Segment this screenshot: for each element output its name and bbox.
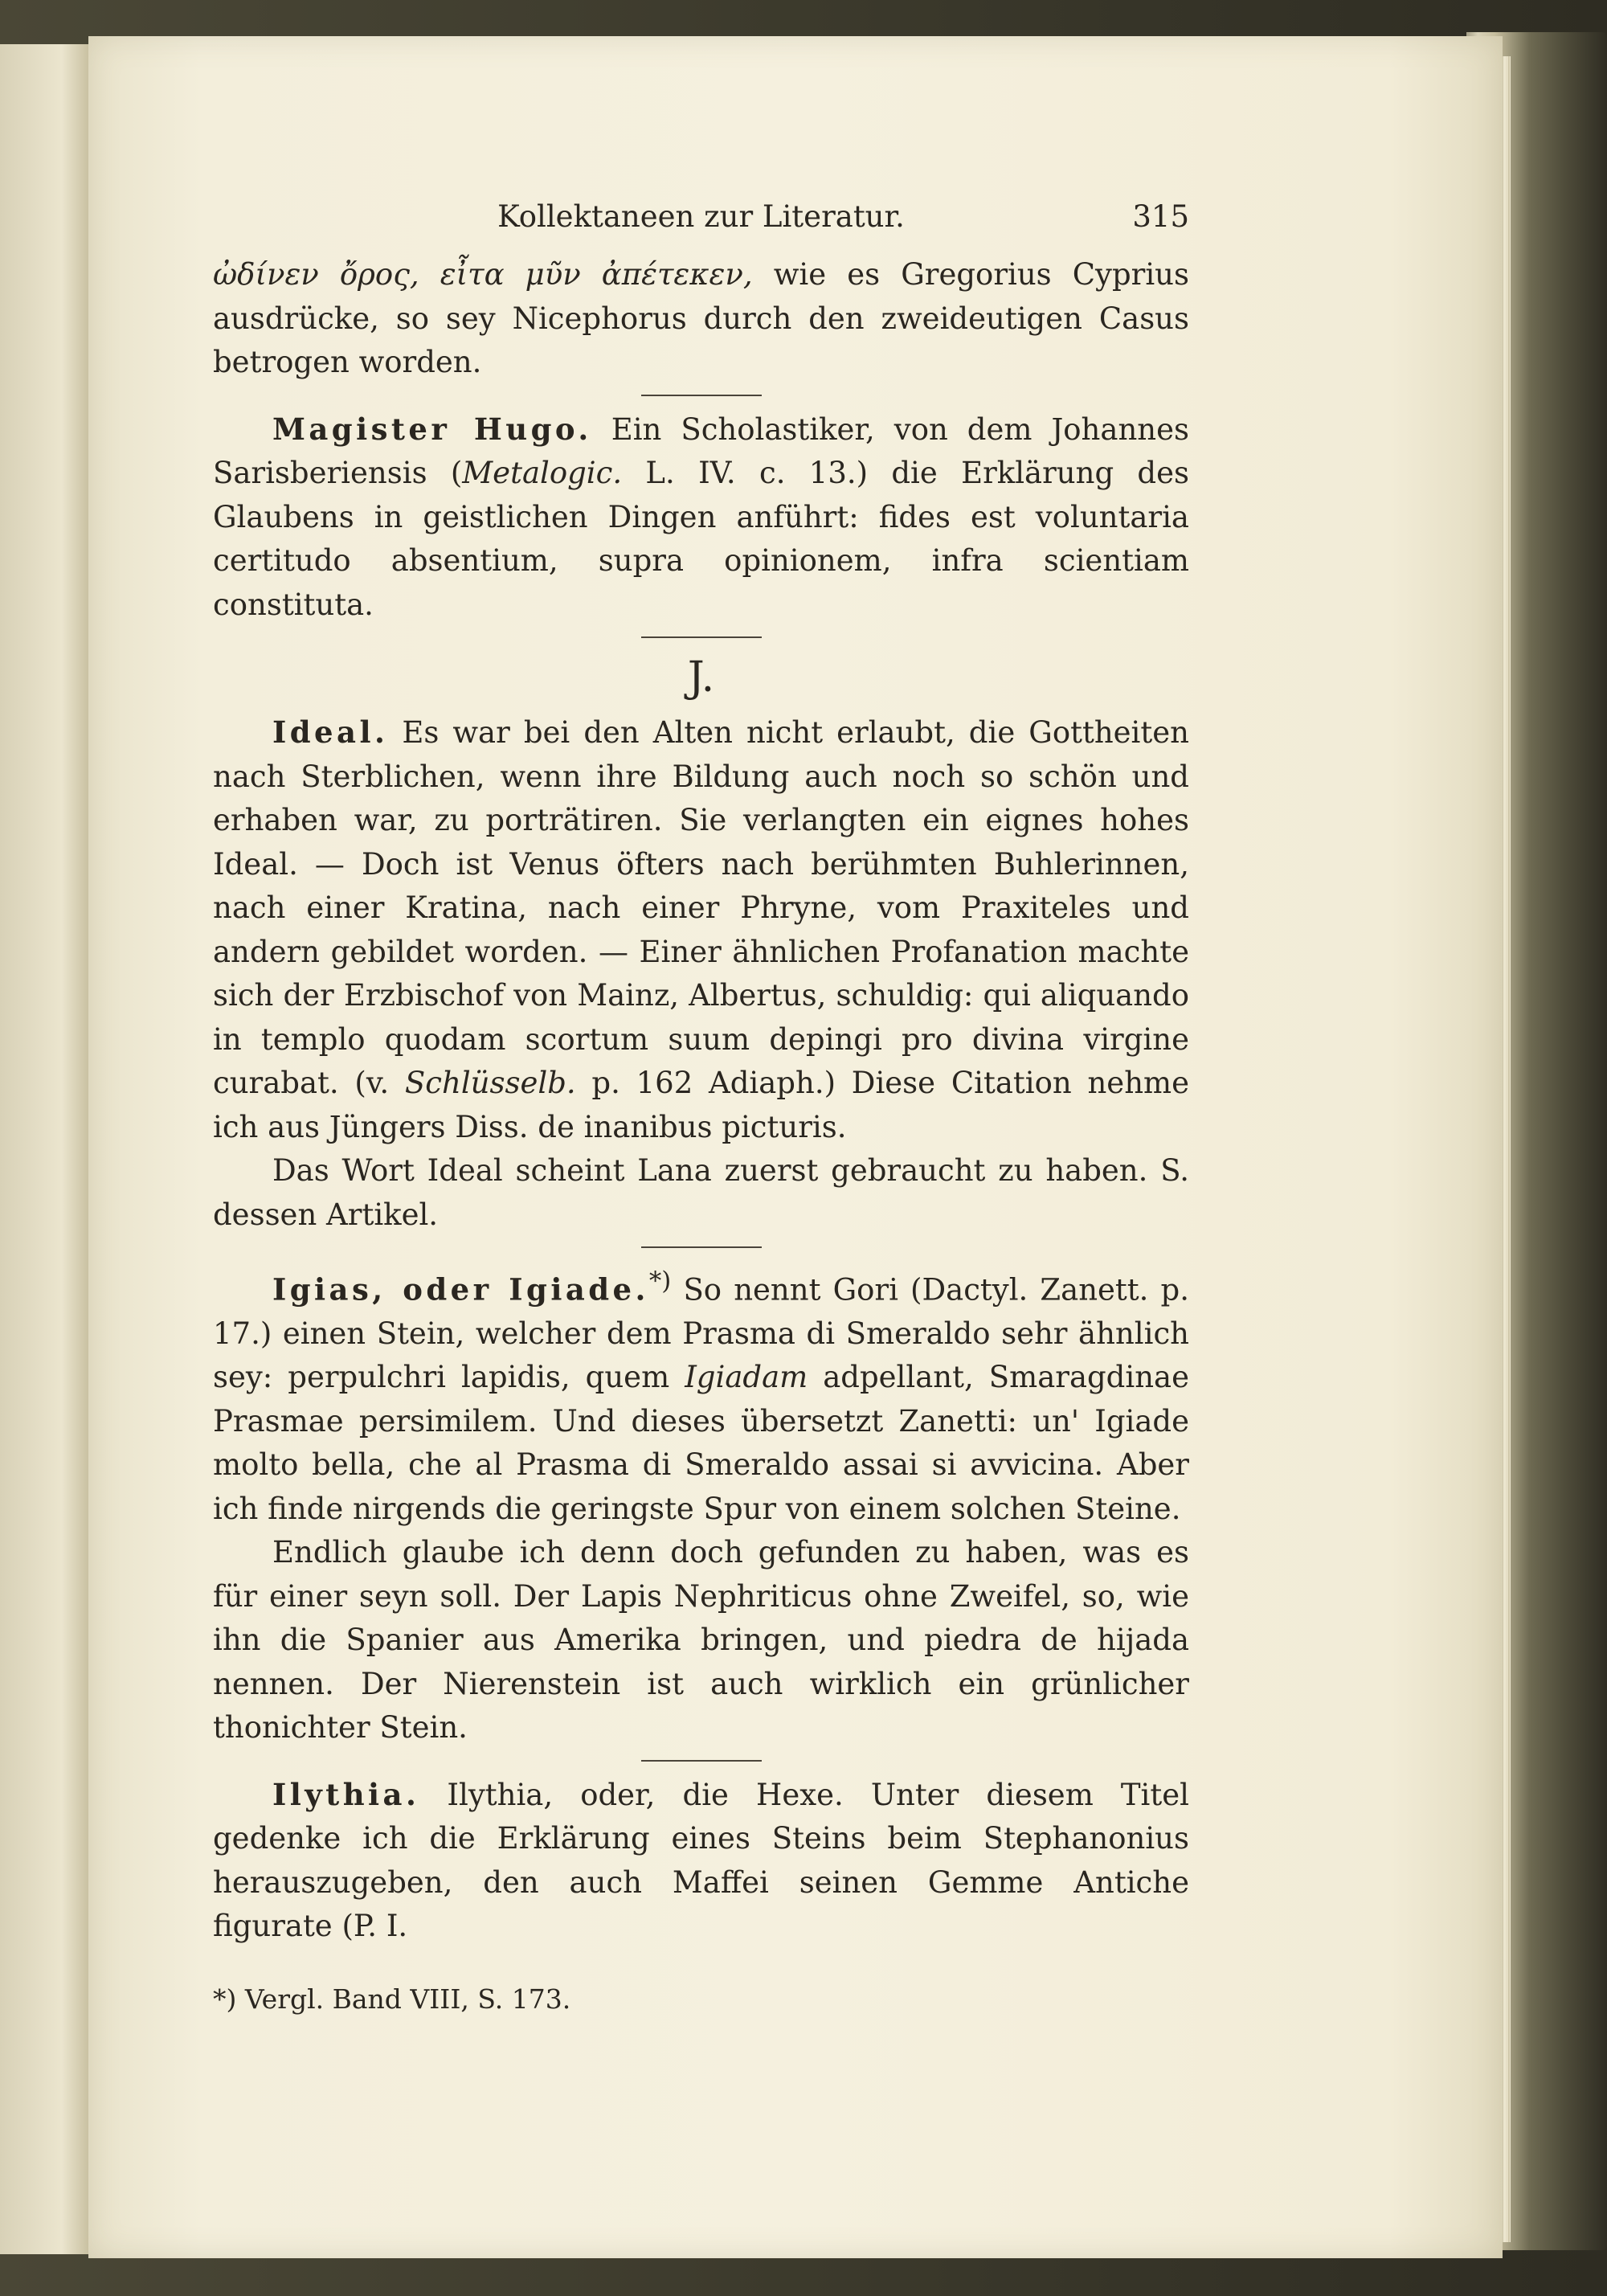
running-head-title: Kollektaneen zur Literatur. xyxy=(497,199,905,234)
greek-quote: ὠδίνεν ὄρος, εἶτα μῦν ἀπέτεκεν, xyxy=(213,257,753,292)
section-divider xyxy=(641,395,762,396)
section-letter: J. xyxy=(687,653,715,702)
entry-heading: Ilythia. xyxy=(272,1776,420,1812)
page-number: 315 xyxy=(1132,199,1189,234)
entry-ilythia xyxy=(213,1773,1189,1949)
entry-italic: Igiadam xyxy=(685,1360,808,1395)
footnote: *) Vergl. Band VIII, S. 173. xyxy=(213,1983,571,2015)
running-head xyxy=(213,199,1189,243)
entry-heading: Ideal. xyxy=(272,714,389,750)
entry-text: So nennt Gori (Dactyl. Zanett. p. 17.) einen Stein, welcher dem Prasma di Smeraldo sehr ähnlich sey: perpulchri lapidis, quem xyxy=(213,1272,1189,1395)
footnote-marker: *) xyxy=(648,1267,672,1295)
section-divider xyxy=(641,1246,762,1248)
entry-text: adpellant, Smaragdinae Prasmae persimilem. Und dieses übersetzt Zanetti: un' Igiade molto bella, che al Prasma di Smeraldo assai si avvicina. Aber ich finde nirgends die geringste Spur von einem solchen Steine. xyxy=(213,1360,1189,1526)
entry-ideal xyxy=(213,710,1189,1237)
entry-magister-hugo xyxy=(213,407,1189,628)
entry-heading: Igias, oder Igiade. xyxy=(272,1271,649,1308)
previous-page-edge xyxy=(0,44,88,2254)
paragraph-casus xyxy=(213,253,1189,385)
entry-text: Es war bei den Alten nicht erlaubt, die Gottheiten nach Sterblichen, wenn ihre Bildung auch noch so schön und erhaben war, zu porträtiren. Sie verlangten ein eignes hohes Ideal. — Doch ist Venus öfters nach berühmten Buhlerinnen, nach einer Kratina, nach einer Phryne, vom Praxiteles und andern gebildet worden. — Einer ähnlichen Profanation machte sich der Erzbischof von Mainz, Albertus, schuldig: qui aliquando in templo quodam scortum suum depingi pro divina virgine curabat. (v. xyxy=(213,715,1189,1100)
entry-text: Das Wort Ideal scheint Lana zuerst gebraucht zu haben. S. dessen Artikel. xyxy=(213,1153,1189,1232)
entry-igias xyxy=(213,1259,1189,1750)
entry-text: p. 162 Adiaph.) Diese Citation nehme ich aus Jüngers Diss. de inanibus picturis. xyxy=(213,1066,1190,1144)
section-divider xyxy=(641,636,762,638)
entry-text: Endlich glaube ich denn doch gefunden zu haben, was es für einer seyn soll. Der Lapis Nephriticus ohne Zweifel, so, wie ihn die Spanier aus Amerika bringen, und piedra de hijada nennen. Der Nierenstein ist auch wirklich ein grünlicher thonichter Stein. xyxy=(213,1535,1189,1746)
entry-text: Ein Scholastiker, von dem Johannes Sarisberiensis ( xyxy=(213,411,1189,490)
entry-italic: Schlüsselb. xyxy=(404,1066,576,1100)
entry-italic: Metalogic. xyxy=(462,456,623,490)
paragraph-text: wie es Gregorius Cyprius ausdrücke, so sey Nicephorus durch den zweideutigen Casus betrogen worden. xyxy=(213,257,1189,379)
entry-heading: Magister Hugo. xyxy=(272,411,592,447)
entry-text: L. IV. c. 13.) die Erklärung des Glaubens in geistlichen Dingen anführt: fides est voluntaria certitudo absentium, supra opinionem, infra scientiam constituta. xyxy=(213,456,1190,622)
page-body xyxy=(213,253,1189,2021)
entry-text: Ilythia, oder, die Hexe. Unter diesem Titel gedenke ich die Erklärung eines Steins beim Stephanonius herauszugeben, den auch Maffei seinen Gemme Antiche figurate (P. I. xyxy=(213,1777,1189,1944)
section-divider xyxy=(641,1760,762,1762)
